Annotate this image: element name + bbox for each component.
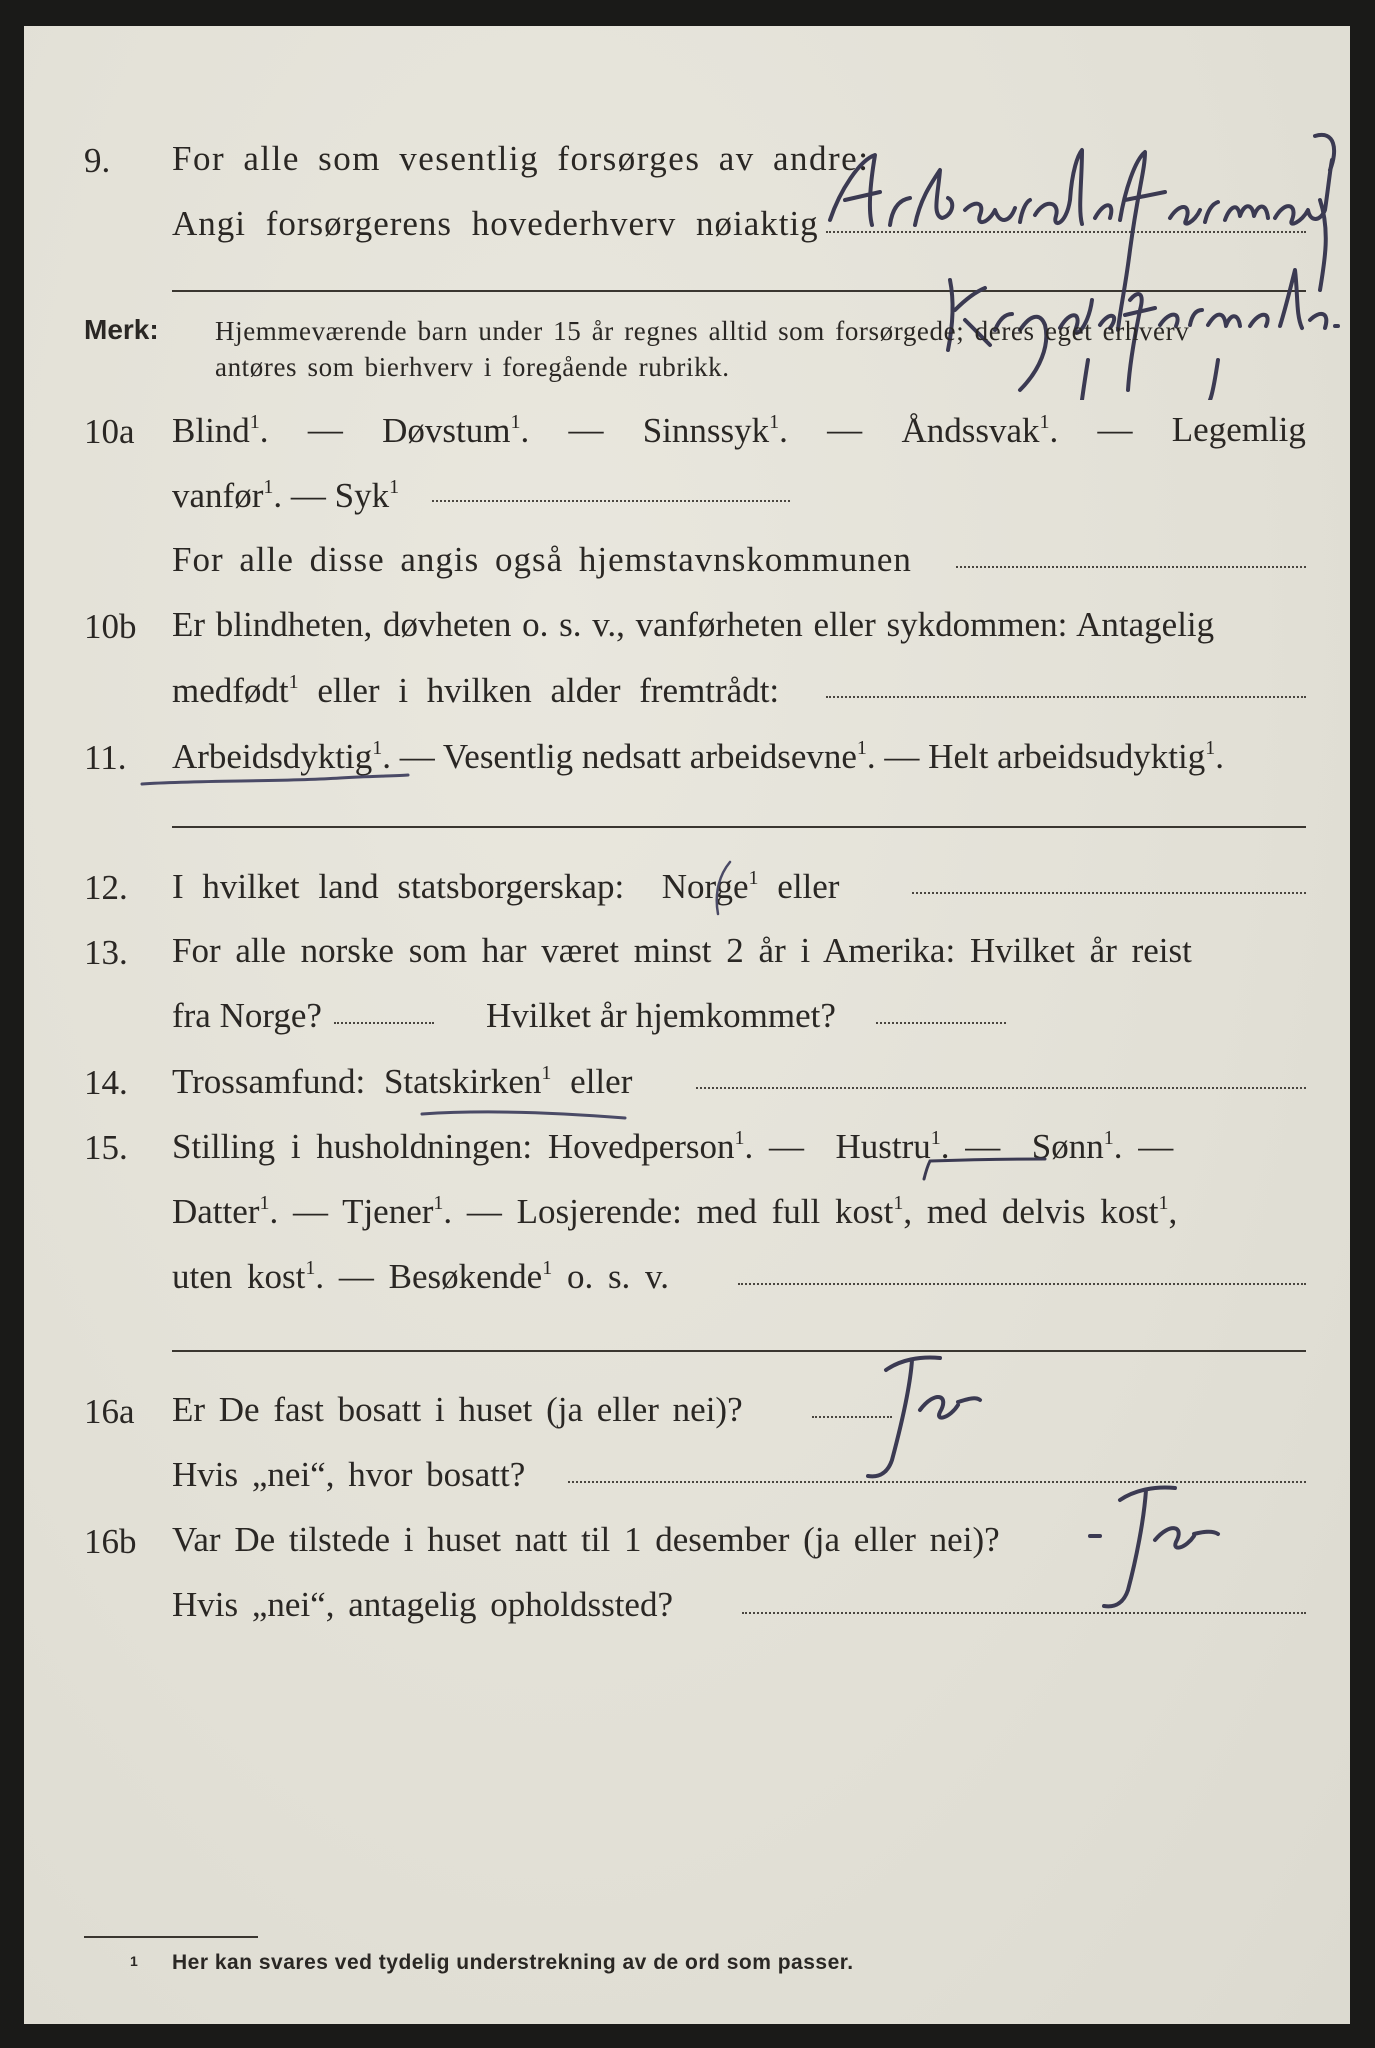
- q14-underline-mark: [420, 1106, 630, 1126]
- q10a-line3: For alle disse angis også hjemstavnskommunen: [172, 540, 912, 579]
- q15-line2: Datter$^1$. — Tjener$^1$. — Losjerende: med full kost$^1$, med delvis kost$^1$,: [172, 1192, 1178, 1231]
- q10b-line1: Er blindheten, døvheten o. s. v., vanførheten eller sykdommen: Antagelig: [172, 605, 1215, 644]
- q12-dots: [912, 892, 1306, 894]
- q16b-number: 16b: [84, 1522, 137, 1561]
- q13-number: 13.: [84, 933, 128, 972]
- q9-number: 9.: [84, 141, 111, 180]
- merk-line1: Hjemmeværende barn under 15 år regnes alltid som forsørgede; deres eget erhverv: [215, 316, 1190, 346]
- q16b-line2: Hvis „nei“, antagelig opholdssted?: [172, 1585, 673, 1624]
- footnote-text: Her kan svares ved tydelig understrekning av de ord som passer.: [172, 1951, 854, 1974]
- q10a-number: 10a: [84, 412, 135, 451]
- option-arbeidsdyktig: Arbeidsdyktig: [172, 737, 373, 776]
- q16b-line1: Var De tilstede i huset natt til 1 desember (ja eller nei)?: [172, 1520, 1000, 1559]
- merk-line2: antøres som bierhverv i foregående rubrikk.: [215, 352, 730, 382]
- q13-line2a: fra Norge?: [172, 996, 322, 1035]
- q14-line: Trossamfund: Statskirken$^1$ eller: [172, 1062, 633, 1101]
- merk-label: Merk:: [84, 314, 159, 345]
- q16a-line2: Hvis „nei“, hvor bosatt?: [172, 1455, 526, 1494]
- q12-line: I hvilket land statsborgerskap: Norge$^1$ eller: [172, 867, 840, 906]
- q15-dots: [738, 1283, 1306, 1285]
- option-andssvak: Åndssvak: [901, 411, 1040, 450]
- q16a-line1: Er De fast bosatt i huset (ja eller nei)?: [172, 1390, 743, 1429]
- footnote-rule: [84, 1936, 258, 1938]
- q10a-hjemstavn-dots: [956, 566, 1306, 568]
- q10b-dots: [826, 696, 1306, 698]
- option-statskirken: Statskirken: [383, 1062, 542, 1101]
- q11-line: Arbeidsdyktig$^1$. — Vesentlig nedsatt arbeidsevne$^1$. — Helt arbeidsudyktig$^1$.: [172, 737, 1224, 776]
- q16b-handwritten-answer: [1080, 1480, 1250, 1620]
- q10b-number: 10b: [84, 607, 137, 646]
- q11-underline-mark: [140, 772, 410, 792]
- q15-hustru-underline-mark: [920, 1155, 1050, 1183]
- q9-handwritten-answer: [820, 130, 1340, 400]
- q14-number: 14.: [84, 1063, 128, 1102]
- q11-number: 11.: [84, 738, 127, 777]
- q15-number: 15.: [84, 1128, 128, 1167]
- q10a-line1: Blind$^1$. — Døvstum$^1$. — Sinnssyk$^1$. — Åndssvak$^1$. — Legemlig: [172, 410, 1306, 450]
- q13-hjemkommet-dots: [876, 1022, 1006, 1024]
- option-dovstum: Døvstum: [382, 411, 511, 450]
- q12-number: 12.: [84, 868, 128, 907]
- footnote-mark: 1: [130, 1953, 138, 1969]
- q12-underline-mark: [700, 858, 740, 918]
- q15-line1: Stilling i husholdningen: Hovedperson$^1$. — Hustru$^1$. — Sønn$^1$. —: [172, 1127, 1174, 1166]
- q14-dots: [696, 1087, 1306, 1089]
- option-norge: Norge: [661, 867, 749, 906]
- option-hustru: Hustru: [835, 1127, 931, 1166]
- q15-line3: uten kost$^1$. — Besøkende$^1$ o. s. v.: [172, 1257, 670, 1296]
- q10a-syk-dots: [432, 500, 790, 502]
- q16a-handwritten-answer: [840, 1350, 1000, 1490]
- dash: —: [307, 410, 343, 449]
- q16a-number: 16a: [84, 1392, 135, 1431]
- q9-line1: For alle som vesentlig forsørges av andre:: [172, 139, 870, 178]
- dash: —: [568, 410, 604, 449]
- option-sinnssyk: Sinnssyk: [642, 411, 770, 450]
- q13-line2b: Hvilket år hjemkommet?: [486, 996, 836, 1035]
- dash: —: [1097, 410, 1133, 449]
- dash: —: [827, 410, 863, 449]
- q13-reist-dots: [334, 1022, 434, 1024]
- q13-line1: For alle norske som har været minst 2 år i Amerika: Hvilket år reist: [172, 931, 1192, 970]
- option-legemlig: Legemlig: [1171, 410, 1306, 449]
- q10b-line2: medfødt$^1$ eller i hvilken alder fremtrådt:: [172, 671, 780, 710]
- option-blind: Blind: [172, 411, 250, 450]
- q10a-line2: vanfør$^1$. — Syk$^1$: [172, 476, 400, 515]
- q9-line2: Angi forsørgerens hovederhverv nøiaktig: [172, 204, 819, 243]
- q15-answer-rule: [172, 1350, 1306, 1352]
- q11-answer-rule: [172, 826, 1306, 828]
